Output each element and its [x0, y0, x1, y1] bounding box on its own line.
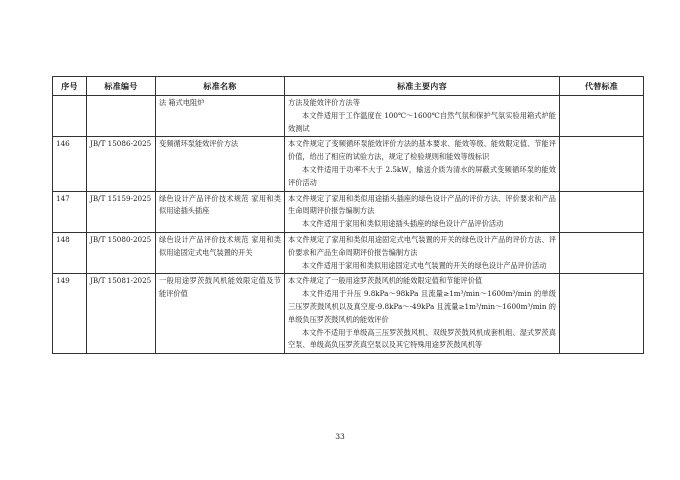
- row-replace: [560, 191, 644, 232]
- row-seq: 147: [53, 191, 87, 232]
- row-code: JB/T 15080-2025: [87, 232, 156, 273]
- row-name: 变频循环泵能效评价方法: [156, 137, 285, 191]
- row-content: [285, 274, 560, 354]
- header-content: 标准主要内容: [285, 77, 560, 96]
- table-row: [53, 191, 644, 232]
- row-name: 绿色设计产品评价技术规范 家用和类似用途固定式电气装置的开关: [156, 232, 285, 273]
- row-seq: 149: [53, 274, 87, 354]
- row-code: JB/T 15159-2025: [87, 191, 156, 232]
- content-paragraph: 本文件规定了家用和类似用途固定式电气装置的开关的绿色设计产品的评价方法、评价要求和产品生命周期评价报告编制方法: [288, 234, 556, 257]
- row-seq: 146: [53, 137, 87, 191]
- table-row: [53, 274, 644, 354]
- row-code: [87, 96, 156, 137]
- row-name: 一般用途罗茨鼓风机能效限定值及节能评价值: [156, 274, 285, 354]
- table-row: [53, 137, 644, 191]
- header-name: 标准名称: [156, 77, 285, 96]
- content-paragraph: 本文件适用于工作温度在 100℃～1600℃自然气氛和保护气氛实验用箱式炉能效测试: [288, 110, 556, 133]
- row-code: JB/T 15081-2025: [87, 274, 156, 354]
- row-content: [285, 191, 560, 232]
- content-paragraph: 本文件适用于家用和类似用途插头插座的绿色设计产品评价活动: [302, 219, 504, 229]
- content-paragraph: 本文件不适用于单级高三压罗茨鼓风机、双级罗茨鼓风机成套机组、湿式罗茨真空泵、单级高负压罗茨真空泵以及其它特殊用途罗茨鼓风机等: [288, 327, 556, 350]
- row-content: [285, 96, 560, 137]
- table-header-row: [53, 77, 644, 96]
- row-content: [285, 232, 560, 273]
- content-paragraph: 本文件适用于家用和类似用途固定式电气装置的开关的绿色设计产品评价活动: [302, 260, 547, 270]
- row-replace: [560, 96, 644, 137]
- header-replace: 代替标准: [560, 77, 644, 96]
- page-number: 33: [335, 432, 345, 441]
- row-replace: [560, 232, 644, 273]
- row-replace: [560, 274, 644, 354]
- content-paragraph: 本文件适用于升压 9.8kPa～98kPa 且流量≥1m³/min～1600m³/min 的单级三压罗茨鼓风机以及真空度-9.8kPa～-49kPa 且流量≥1m³/min～1600m³/min 的单级负压罗茨鼓风机的能效评价: [288, 289, 556, 324]
- row-code: JB/T 15086-2025: [87, 137, 156, 191]
- row-name: 绿色设计产品评价技术规范 家用和类似用途插头插座: [156, 191, 285, 232]
- header-seq: 序号: [53, 77, 87, 96]
- row-seq: [53, 96, 87, 137]
- row-name: 法 箱式电阻炉: [156, 96, 285, 137]
- header-code: 标准编号: [87, 77, 156, 96]
- table-row: [53, 96, 644, 137]
- row-seq: 148: [53, 232, 87, 273]
- content-paragraph: 本文件规定了家用和类似用途插头插座的绿色设计产品的评价方法、评价要求和产品生命周期评价报告编制方法: [288, 193, 556, 216]
- standards-table: [52, 76, 644, 354]
- content-paragraph: 方法及能效评价方法等: [288, 98, 360, 107]
- row-replace: [560, 137, 644, 191]
- content-paragraph: 本文件规定了变频循环泵能效评价方法的基本要求、能效等级、能效限定值、节能评价值，给出了相应的试验方法，规定了检验规则和能效等级标识: [288, 139, 556, 162]
- row-content: [285, 137, 560, 191]
- content-paragraph: 本文件规定了一般用途罗茨鼓风机的能效限定值和节能评价值: [288, 276, 483, 286]
- content-paragraph: 本文件适用于功率不大于 2.5kW，输送介质为清水的屏蔽式变频循环泵的能效评价活动: [288, 164, 556, 187]
- table-row: [53, 232, 644, 273]
